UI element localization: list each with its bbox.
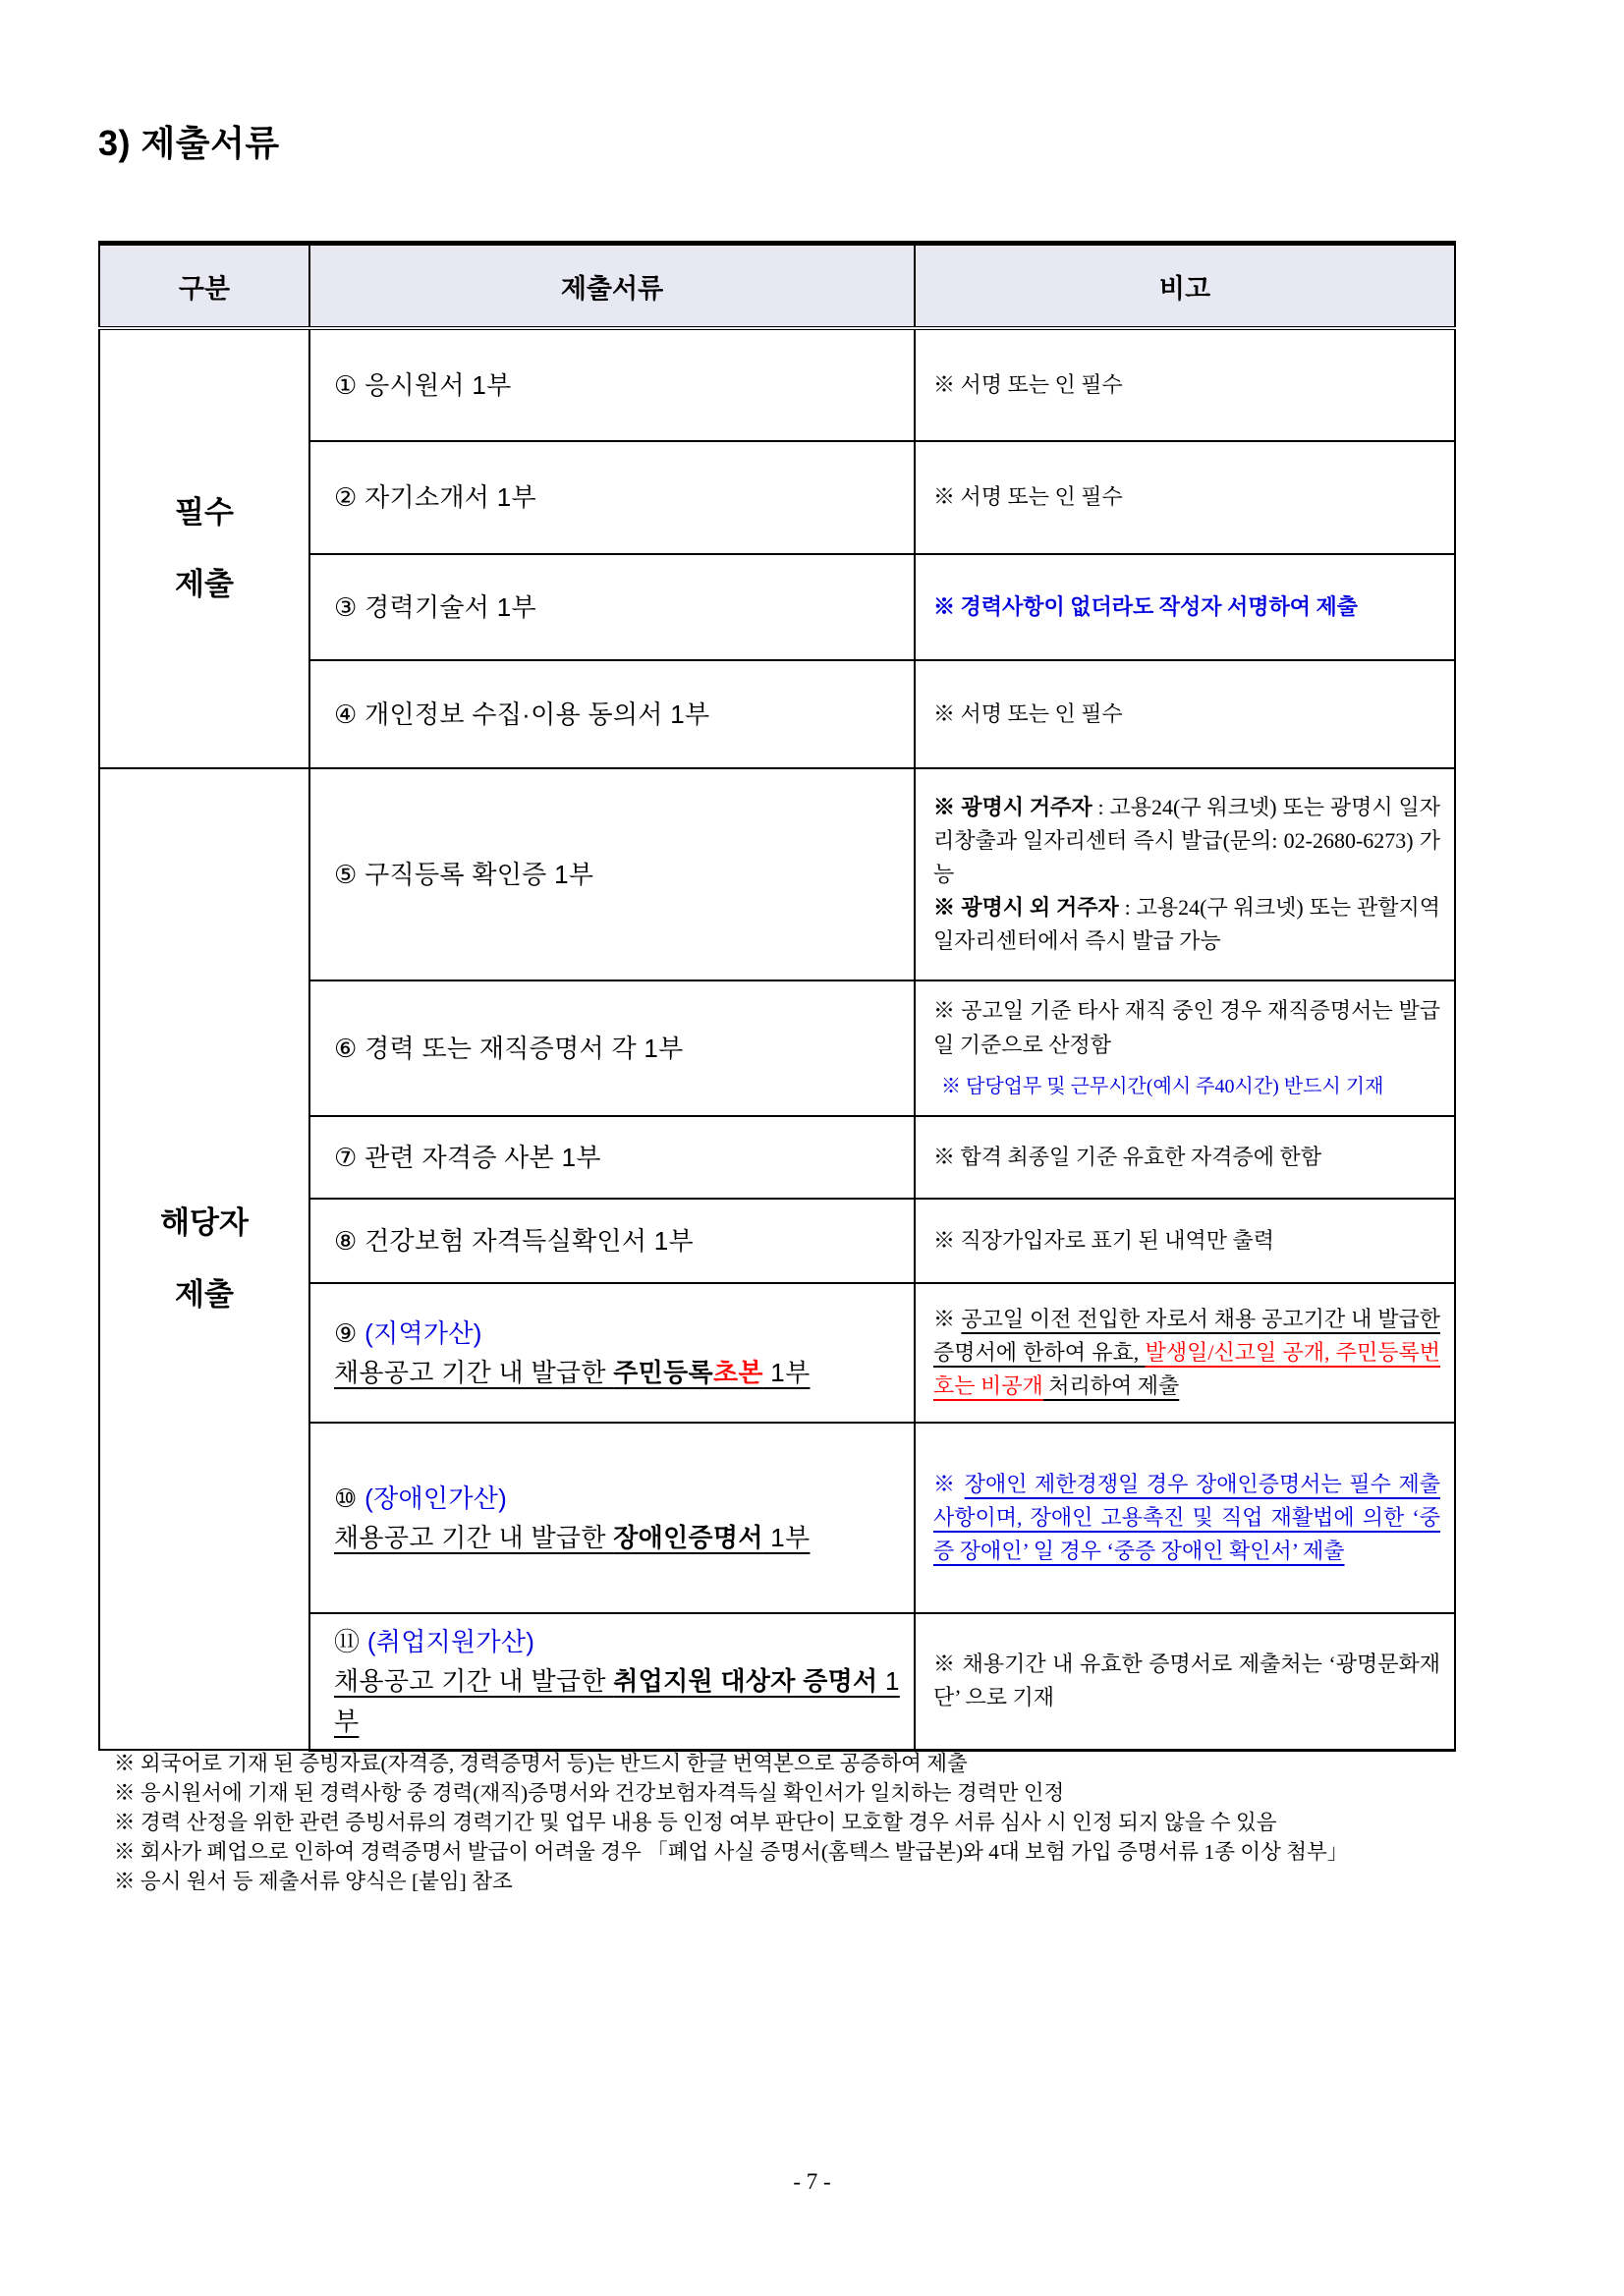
- note-cell: ※ 직장가입자로 표기 된 내역만 출력: [915, 1199, 1455, 1283]
- note-cell: ※ 장애인 제한경쟁일 경우 장애인증명서는 필수 제출 사항이며, 장애인 고용촉진 및 직업 재활법에 의한 ‘중증 장애인’ 일 경우 ‘중증 장애인 확인서’ 제출: [915, 1423, 1455, 1613]
- note-cell: ※ 합격 최종일 기준 유효한 자격증에 한함: [915, 1116, 1455, 1199]
- table-header-row: [99, 244, 1455, 329]
- header-documents: 제출서류: [309, 244, 915, 329]
- footnote: ※ 외국어로 기재 된 증빙자료(자격증, 경력증명서 등)는 반드시 한글 번역본으로 공증하여 제출: [114, 1752, 968, 1775]
- note-cell: ※ 공고일 이전 전입한 자로서 채용 공고기간 내 발급한 증명서에 한하여 유효, 발생일/신고일 공개, 주민등록번호는 비공개 처리하여 제출: [915, 1283, 1455, 1423]
- header-category: 구분: [99, 244, 309, 329]
- header-remarks: 비고: [915, 244, 1455, 329]
- item-cell: ③ 경력기술서 1부: [309, 554, 915, 660]
- note-cell: ※ 서명 또는 인 필수: [915, 441, 1455, 554]
- item-cell: ⑤ 구직등록 확인증 1부: [309, 768, 915, 980]
- item-cell: ⑩ (장애인가산) 채용공고 기간 내 발급한 장애인증명서 1부: [309, 1423, 915, 1613]
- group-applicable: 해당자 제출: [99, 768, 309, 1750]
- table-row: [99, 328, 1455, 441]
- item-cell: ⑪ (취업지원가산) 채용공고 기간 내 발급한 취업지원 대상자 증명서 1부: [309, 1613, 915, 1750]
- item-cell: ② 자기소개서 1부: [309, 441, 915, 554]
- item-cell: ① 응시원서 1부: [309, 328, 915, 441]
- note-cell: ※ 서명 또는 인 필수: [915, 660, 1455, 768]
- footnote: ※ 회사가 폐업으로 인하여 경력증명서 발급이 어려울 경우 「폐업 사실 증명서(홈텍스 발급본)와 4대 보험 가입 증명서류 1종 이상 첨부」: [114, 1840, 1349, 1864]
- note-cell: ※ 경력사항이 없더라도 작성자 서명하여 제출: [915, 554, 1455, 660]
- note-cell: ※ 공고일 기준 타사 재직 중인 경우 재직증명서는 발급일 기준으로 산정함 ※ 담당업무 및 근무시간(예시 주40시간) 반드시 기재: [915, 980, 1455, 1116]
- submission-documents-table: [98, 241, 1456, 1752]
- footnote: ※ 경력 산정을 위한 관련 증빙서류의 경력기간 및 업무 내용 등 인정 여부 판단이 모호할 경우 서류 심사 시 인정 되지 않을 수 있음: [114, 1811, 1277, 1834]
- footnote: ※ 응시 원서 등 제출서류 양식은 [붙임] 참조: [114, 1870, 513, 1893]
- note-cell: ※ 광명시 거주자 : 고용24(구 워크넷) 또는 광명시 일자리창출과 일자리센터 즉시 발급(문의: 02-2680-6273) 가능 ※ 광명시 외 거주자 : 고용24(구 워크넷) 또는 관할지역 일자리센터에서 즉시 발급 가능: [915, 768, 1455, 980]
- group-required: 필수 제출: [99, 328, 309, 768]
- item-cell: ⑨ (지역가산) 채용공고 기간 내 발급한 주민등록초본 1부: [309, 1283, 915, 1423]
- section-title: 3) 제출서류: [98, 123, 280, 163]
- footnotes: [114, 1749, 1480, 1896]
- item-cell: ⑧ 건강보험 자격득실확인서 1부: [309, 1199, 915, 1283]
- footnote: ※ 응시원서에 기재 된 경력사항 중 경력(재직)증명서와 건강보험자격득실 확인서가 일치하는 경력만 인정: [114, 1781, 1065, 1805]
- item-cell: ⑥ 경력 또는 재직증명서 각 1부: [309, 980, 915, 1116]
- item-cell: ⑦ 관련 자격증 사본 1부: [309, 1116, 915, 1199]
- note-cell: ※ 서명 또는 인 필수: [915, 328, 1455, 441]
- page-number: - 7 -: [793, 2169, 831, 2194]
- note-cell: ※ 채용기간 내 유효한 증명서로 제출처는 ‘광명문화재단’ 으로 기재: [915, 1613, 1455, 1750]
- table-row: [99, 768, 1455, 980]
- item-cell: ④ 개인정보 수집·이용 동의서 1부: [309, 660, 915, 768]
